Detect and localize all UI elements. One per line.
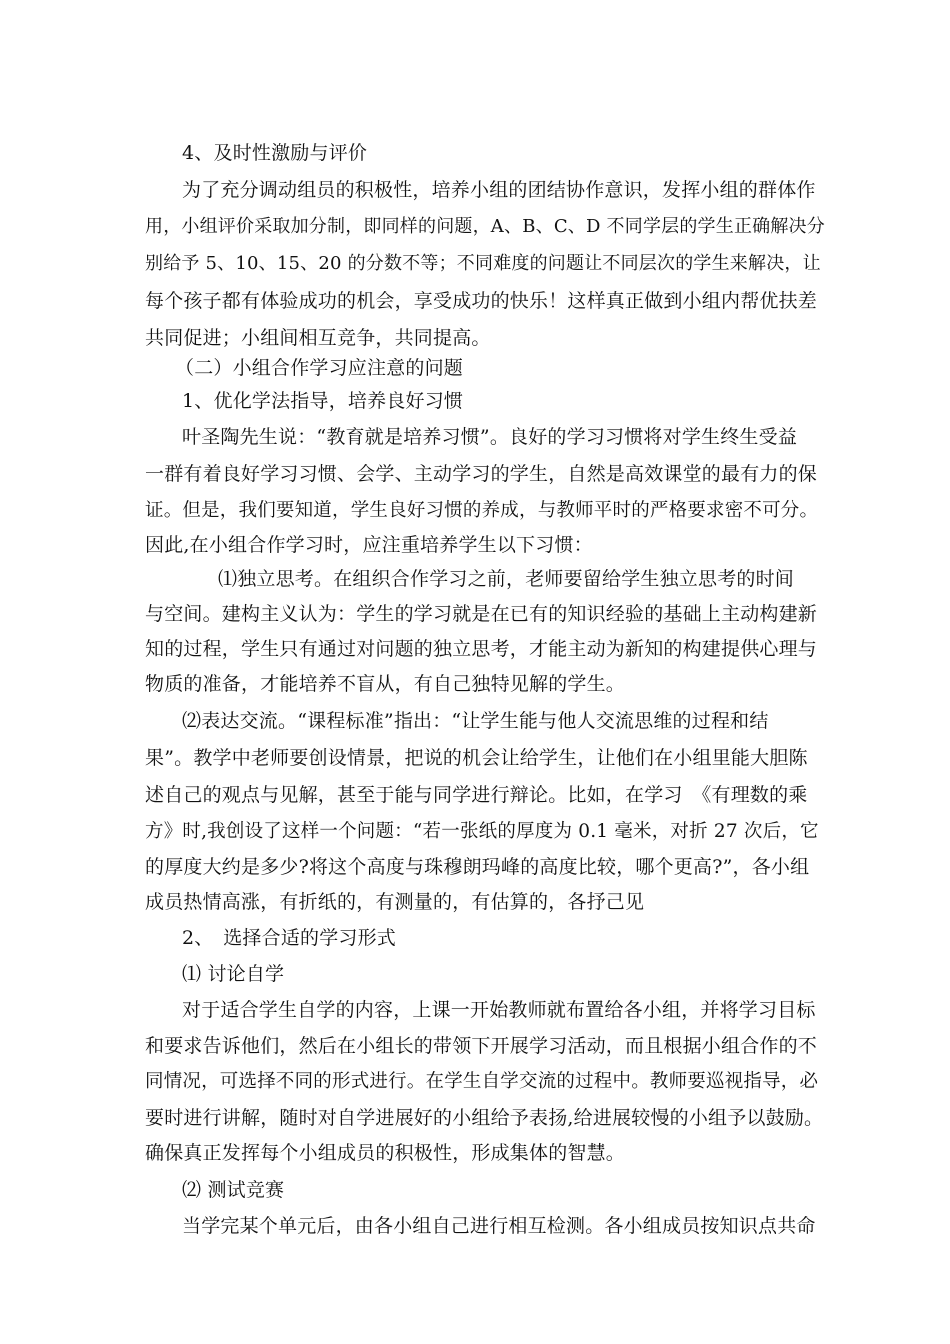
form-item-discussion-self-study: ⑴ 讨论自学: [182, 963, 285, 985]
paragraph-line: 同情况，可选择不同的形式进行。在学生自学交流的过程中。教师要巡视指导，必: [145, 1071, 819, 1092]
paragraph-line: 对于适合学生自学的内容，上课一开始教师就布置给各小组，并将学习目标: [182, 999, 816, 1021]
paragraph-line: 果”。教学中老师要创设情景，把说的机会让给学生，让他们在小组里能大胆陈: [145, 747, 808, 769]
paragraph-line: 叶圣陶先生说：“教育就是培养习惯”。良好的学习习惯将对学生终生受益: [182, 426, 798, 448]
paragraph-line: 和要求告诉他们，然后在小组长的带领下开展学习活动，而且根据小组合作的不: [145, 1035, 818, 1057]
paragraph-line: 知的过程，学生只有通过对问题的独立思考，才能主动为新知的构建提供心理与: [145, 638, 818, 660]
paragraph-line: 每个孩子都有体验成功的机会，享受成功的快乐！这样真正做到小组内帮优扶差: [145, 290, 818, 312]
paragraph-line: 因此,在小组合作学习时，应注重培养学生以下习惯：: [145, 534, 593, 556]
paragraph-line: 共同促进；小组间相互竞争，共同提高。: [145, 327, 491, 349]
paragraph-line: 为了充分调动组员的积极性，培养小组的团结协作意识，发挥小组的群体作: [182, 179, 816, 201]
paragraph-line: 物质的准备，才能培养不盲从，有自己独特见解的学生。: [145, 673, 626, 695]
form-item-test-competition: ⑵ 测试竞赛: [182, 1179, 285, 1201]
subsection-heading: 2、 选择合适的学习形式: [182, 927, 396, 949]
section-heading: （二）小组合作学习应注意的问题: [175, 357, 464, 379]
subsection-heading: 1、优化学法指导，培养良好习惯: [182, 390, 464, 412]
paragraph-line: 成员热情高涨，有折纸的，有测量的，有估算的，各抒己见: [145, 891, 645, 913]
paragraph-line: 用，小组评价采取加分制，即同样的问题，A、B、C、D 不同学层的学生正确解决分: [145, 216, 825, 237]
habit-item-independent-thinking: ⑴独立思考。在组织合作学习之前，老师要留给学生独立思考的时间: [218, 568, 795, 590]
paragraph-line: 的厚度大约是多少?将这个高度与珠穆朗玛峰的高度比较，哪个更高?”，各小组: [145, 856, 810, 878]
paragraph-line: 述自己的观点与见解，甚至于能与同学进行辩论。比如，在学习 《有理数的乘: [145, 784, 808, 806]
paragraph-line: 要时进行讲解，随时对自学进展好的小组给予表扬,给进展较慢的小组予以鼓励。: [145, 1107, 824, 1129]
paragraph-line: 方》时,我创设了这样一个问题：“若一张纸的厚度为 0.1 毫米，对折 27 次后，它: [145, 821, 819, 842]
paragraph-line: 与空间。建构主义认为：学生的学习就是在已有的知识经验的基础上主动构建新: [145, 603, 818, 625]
paragraph-line: 证。但是，我们要知道，学生良好习惯的养成，与教师平时的严格要求密不可分。: [145, 500, 819, 521]
paragraph-line: 当学完某个单元后，由各小组自己进行相互检测。各小组成员按知识点共命: [182, 1215, 816, 1237]
habit-item-expression-communication: ⑵表达交流。“课程标准”指出：“让学生能与他人交流思维的过程和结: [182, 710, 769, 732]
paragraph-line: 别给予 5、10、15、20 的分数不等；不同难度的问题让不同层次的学生来解决，让: [145, 253, 821, 274]
paragraph-line: 一群有着良好学习习惯、会学、主动学习的学生，自然是高效课堂的最有力的保: [145, 463, 818, 485]
paragraph-line: 确保真正发挥每个小组成员的积极性，形成集体的智慧。: [145, 1142, 626, 1164]
heading-incentive-evaluation: 4、及时性激励与评价: [182, 142, 368, 164]
